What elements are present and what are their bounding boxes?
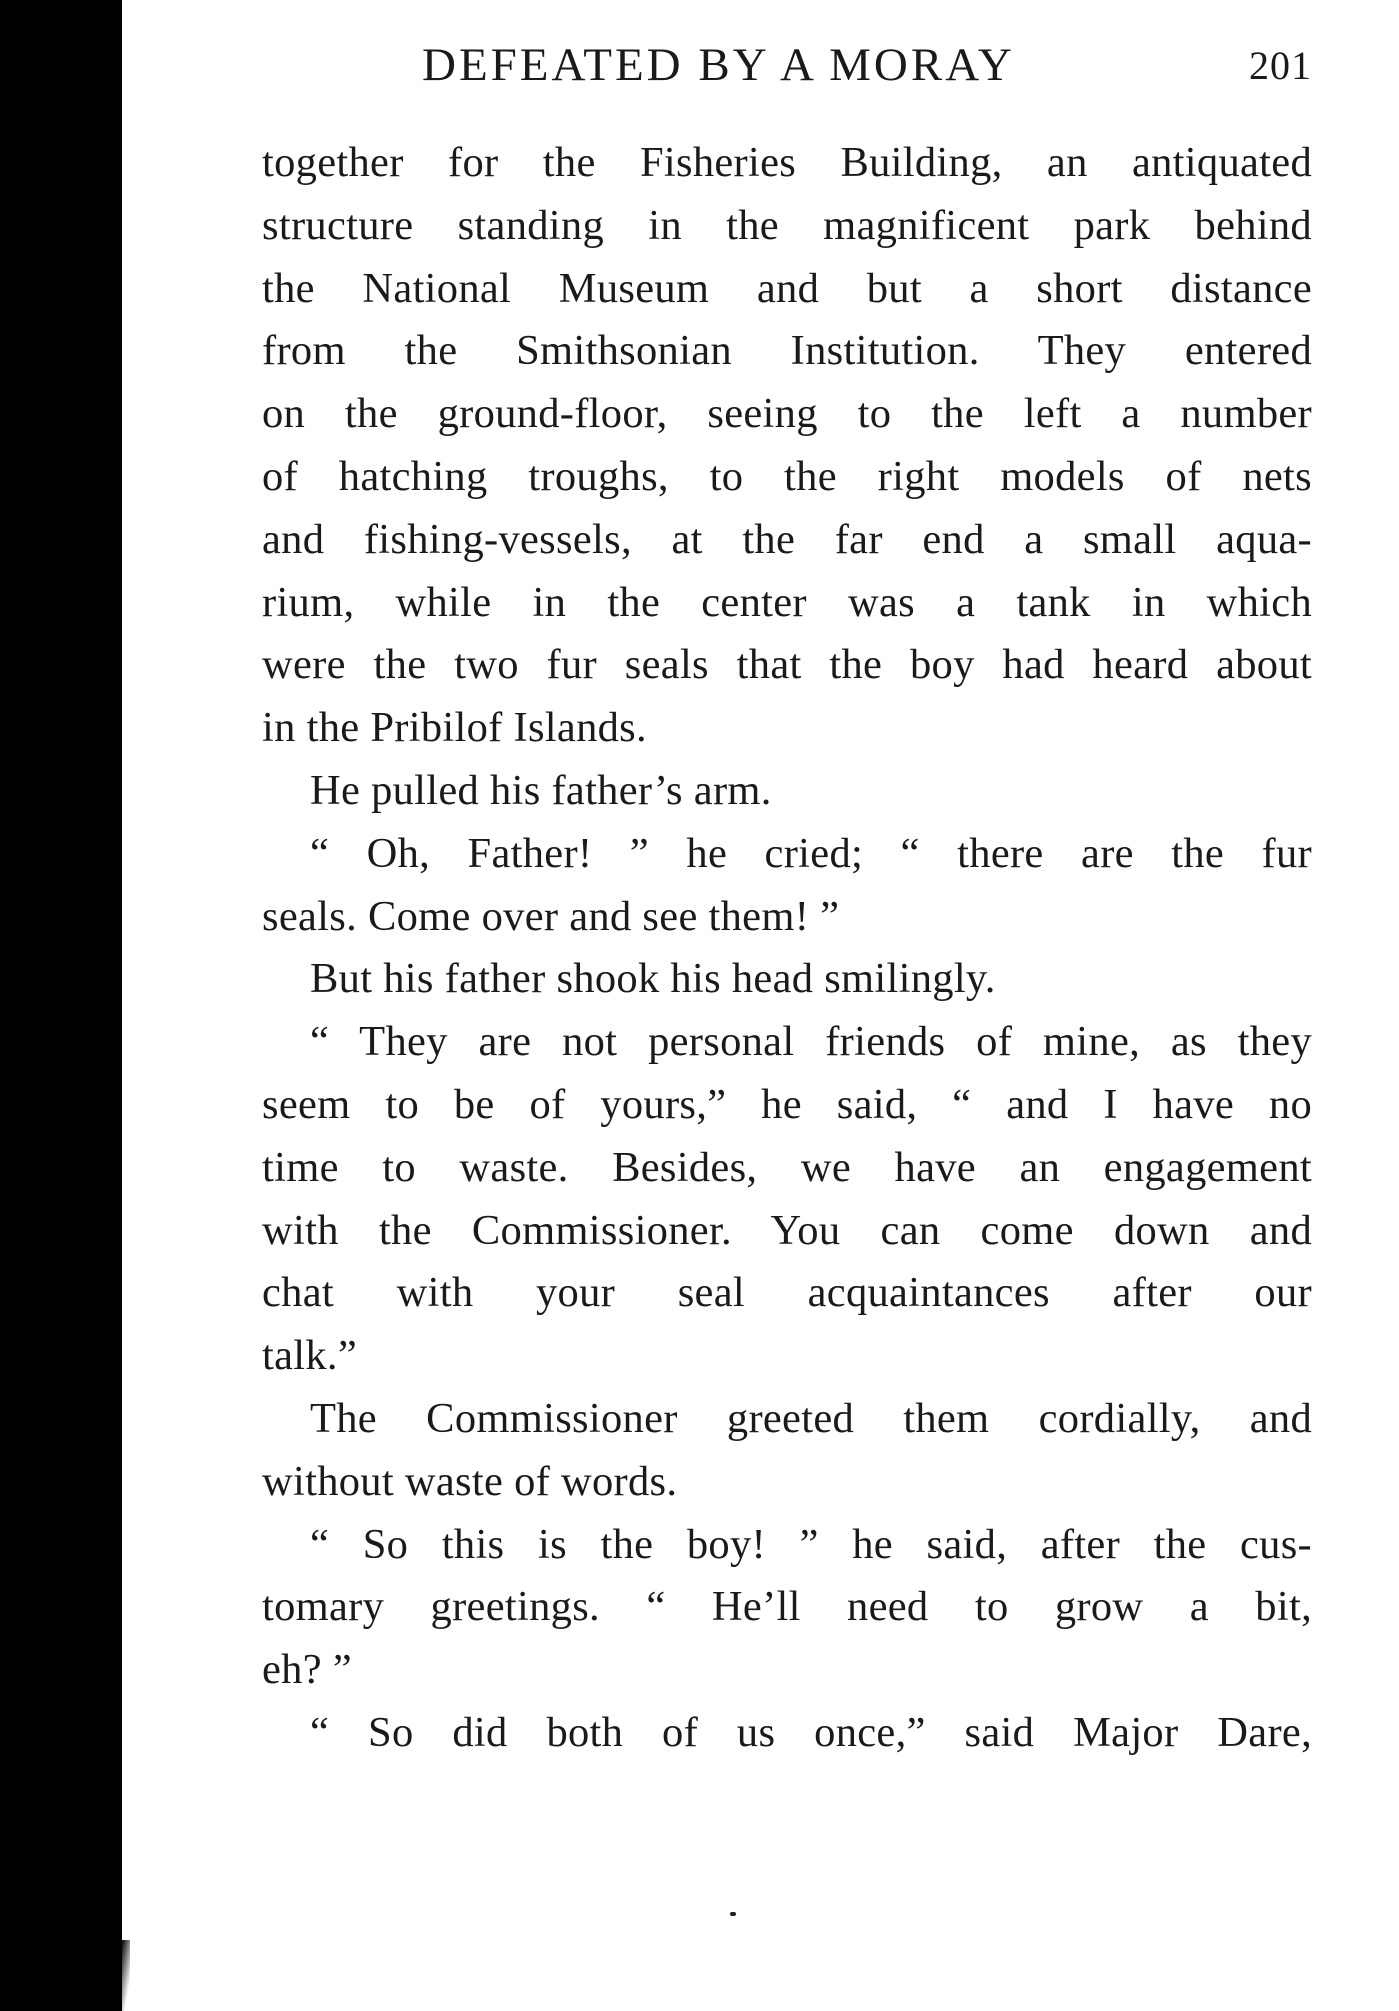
text-line: “ Oh, Father! ” he cried; “ there are the fur bbox=[310, 829, 1312, 877]
text-line: chat with your seal acquaintances after our bbox=[262, 1269, 1312, 1317]
text-line: without waste of words. bbox=[262, 1457, 678, 1505]
text-line: talk.” bbox=[262, 1332, 358, 1380]
scan-binding-edge bbox=[0, 0, 122, 2011]
text-line: “ They are not personal friends of mine, as they bbox=[310, 1018, 1312, 1066]
text-line: with the Commissioner. You can come down and bbox=[262, 1206, 1312, 1254]
text-line: were the two fur seals that the boy had heard about bbox=[262, 641, 1312, 689]
running-head bbox=[262, 38, 1312, 98]
text-line: He pulled his father’s arm. bbox=[310, 766, 772, 814]
scan-edge-artifact bbox=[108, 1940, 130, 2011]
text-line: eh? ” bbox=[262, 1646, 352, 1694]
text-line: seem to be of yours,” he said, “ and I have no bbox=[262, 1080, 1312, 1128]
text-line: rium, while in the center was a tank in which bbox=[262, 578, 1312, 626]
text-line: The Commissioner greeted them cordially, and bbox=[310, 1394, 1312, 1442]
running-title: DEFEATED BY A MORAY bbox=[422, 39, 1015, 91]
text-line: But his father shook his head smilingly. bbox=[310, 955, 996, 1003]
text-line: and fishing-vessels, at the far end a small aqua- bbox=[262, 515, 1312, 563]
body-text bbox=[262, 132, 1312, 1765]
text-line: “ So did both of us once,” said Major Dare, bbox=[310, 1708, 1312, 1756]
text-line: seals. Come over and see them! ” bbox=[262, 892, 840, 940]
text-line: structure standing in the magnificent park behind bbox=[262, 201, 1312, 249]
page-number: 201 bbox=[1249, 43, 1312, 88]
text-line: on the ground-floor, seeing to the left a number bbox=[262, 390, 1312, 438]
text-line: tomary greetings. “ He’ll need to grow a bit, bbox=[262, 1583, 1312, 1631]
text-line: from the Smithsonian Institution. They entered bbox=[262, 327, 1312, 375]
text-line: in the Pribilof Islands. bbox=[262, 704, 647, 752]
text-line: the National Museum and but a short distance bbox=[262, 264, 1312, 312]
scan-speck bbox=[730, 1912, 736, 1916]
text-line: together for the Fisheries Building, an antiquated bbox=[262, 139, 1312, 186]
text-line: “ So this is the boy! ” he said, after the cus- bbox=[310, 1520, 1312, 1568]
text-line: time to waste. Besides, we have an engagement bbox=[262, 1143, 1312, 1191]
text-line: of hatching troughs, to the right models of nets bbox=[262, 452, 1312, 500]
